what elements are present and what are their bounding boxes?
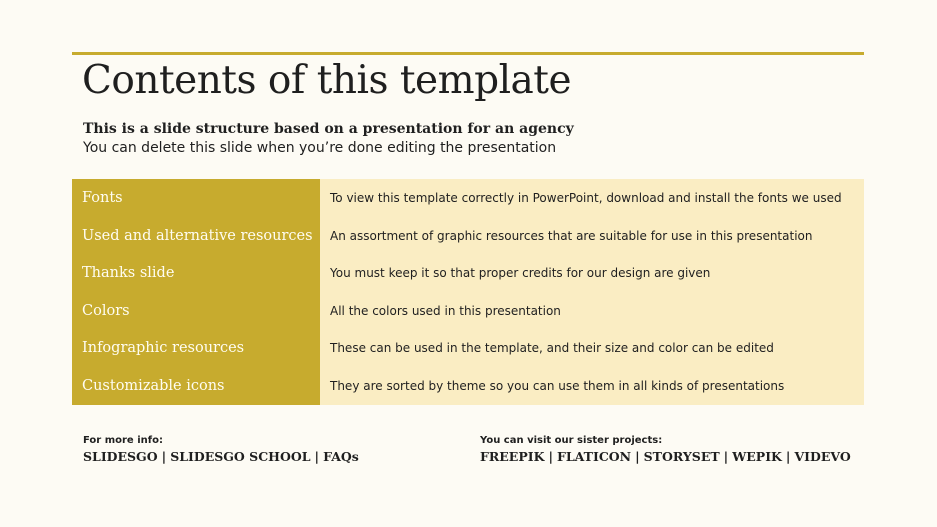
more-info-links (83, 449, 359, 465)
link-separator: | (785, 449, 791, 464)
link-separator: | (635, 449, 640, 464)
link-faqs[interactable]: FAQs (323, 449, 359, 464)
subtitle: This is a slide structure based on a presentation for an agency (83, 121, 574, 137)
link-flaticon[interactable]: FLATICON (557, 449, 632, 464)
row-label-resources: Used and alternative resources (82, 227, 313, 244)
sister-projects-links (480, 449, 851, 465)
row-description-icons: They are sorted by theme so you can use them in all kinds of presentations (330, 378, 785, 393)
contents-descriptions-column (320, 179, 864, 405)
link-separator: | (548, 449, 553, 464)
link-freepik[interactable]: FREEPIK (480, 449, 545, 464)
row-label-fonts: Fonts (82, 190, 123, 206)
row-label-thanks: Thanks slide (82, 265, 175, 282)
row-description-colors: All the colors used in this presentation (330, 303, 561, 318)
sister-projects-label: You can visit our sister projects: (480, 435, 663, 446)
row-label-infographic: Infographic resources (82, 340, 245, 357)
link-videvo[interactable]: VIDEVO (794, 449, 851, 464)
top-divider (72, 52, 864, 55)
row-label-colors: Colors (82, 302, 130, 319)
link-wepik[interactable]: WEPIK (732, 449, 782, 464)
link-slidesgo-school[interactable]: SLIDESGO SCHOOL (170, 449, 311, 464)
row-description-fonts: To view this template correctly in PowerPoint, download and install the fonts we used (330, 191, 842, 205)
link-slidesgo[interactable]: SLIDESGO (83, 449, 158, 464)
row-description-infographic: These can be used in the template, and their size and color can be edited (330, 341, 774, 356)
row-label-icons: Customizable icons (82, 377, 225, 394)
link-separator: | (314, 449, 320, 464)
link-separator: | (161, 449, 167, 464)
row-description-resources: An assortment of graphic resources that are suitable for use in this presentation (330, 228, 813, 243)
page-title: Contents of this template (82, 58, 572, 103)
contents-labels-column (72, 179, 320, 405)
subtitle-note: You can delete this slide when you’re done editing the presentation (83, 140, 557, 156)
link-storyset[interactable]: STORYSET (643, 449, 720, 464)
contents-table (72, 179, 864, 405)
link-separator: | (723, 449, 729, 464)
more-info-label: For more info: (83, 435, 163, 446)
row-description-thanks: You must keep it so that proper credits for our design are given (330, 266, 711, 281)
